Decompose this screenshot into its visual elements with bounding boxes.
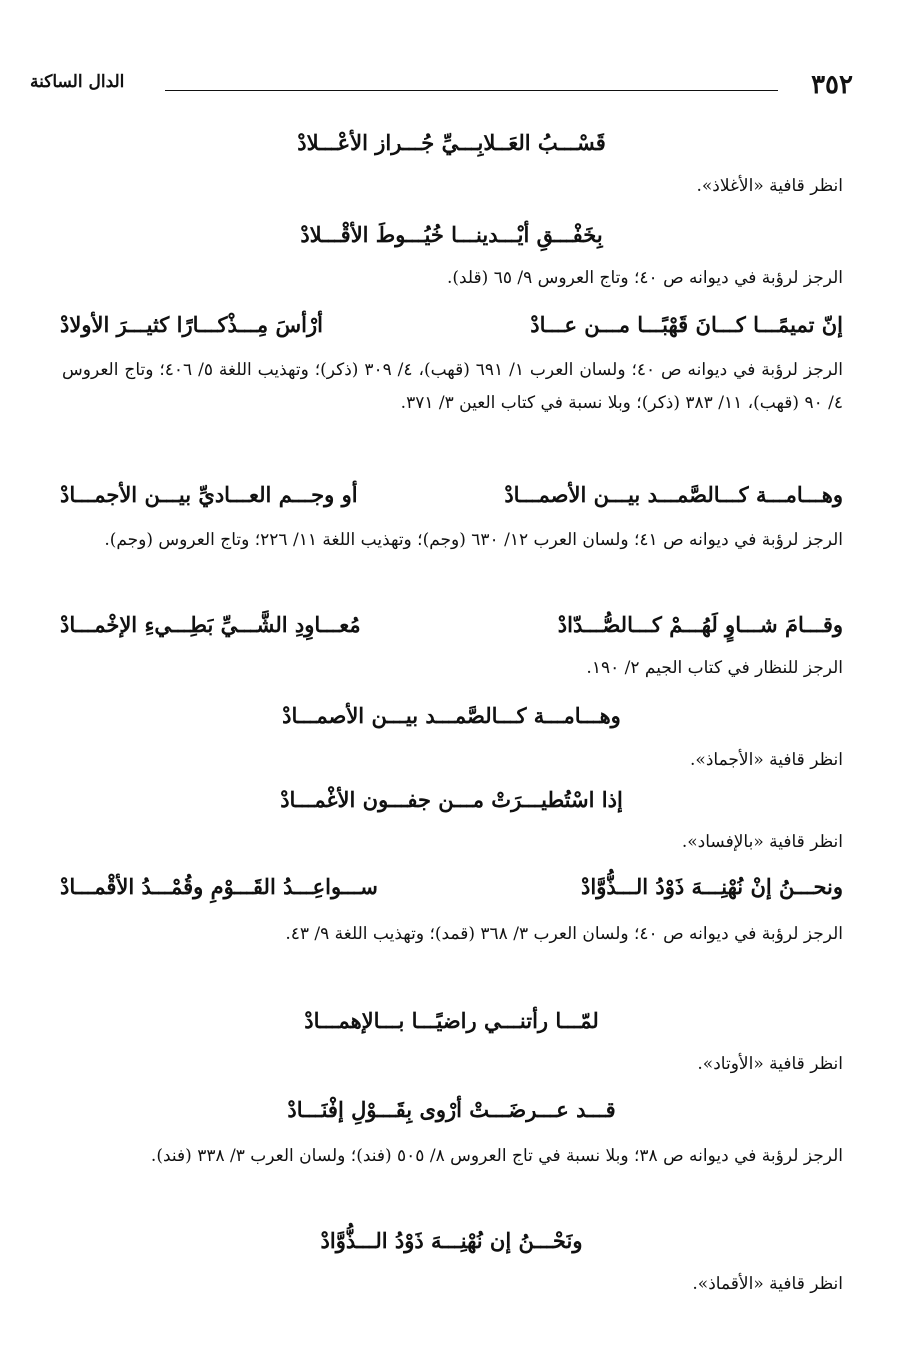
second-hemistich: مُعـــاوِدِ الشَّـــيِّ بَطِـــيءِ الإخْمـــادْ (60, 612, 361, 637)
reference-note: الرجز لرؤبة في ديوانه ص ٤٠؛ وتاج العروس ٩/ ٦٥ (قلد). (446, 268, 843, 288)
first-hemistich: إنّ تميمًـــا كـــانَ قَهْبًـــا مـــن عـــادْ (530, 312, 843, 337)
verse-line: ونَحْـــنُ إن نُهْنِـــهَ ذَوْدُ الـــذُّوَّادْ (320, 1228, 583, 1253)
page-number: ٣٥٢ (811, 70, 853, 100)
verse-line: قَسْـــبُ العَــلابِـــيِّ جُـــراز الأعْـــلادْ (297, 130, 606, 155)
verse-line: بِخَفْـــقِ أيْـــدينـــا خُيُـــوطَ الأقْـــلادْ (300, 222, 603, 247)
reference-note: انظر قافية «الأوتاد». (697, 1054, 843, 1074)
verse-line: لمّـــا رأتنـــي راضيًـــا بـــالإهمـــادْ (304, 1008, 599, 1033)
first-hemistich: وهـــامـــة كـــالصَّمـــد بيـــن الأصمـــادْ (504, 482, 843, 507)
reference-note: انظر قافية «الأجماذ». (690, 750, 843, 770)
section-title: الدال الساكنة (30, 72, 125, 92)
verse-line: وهـــامـــة كـــالصَّمـــد بيـــن الأصمـــادْ (282, 703, 621, 728)
verse-line: إذا اسْتُطيـــرَتْ مـــن جفـــون الأغْمـــادْ (280, 787, 623, 812)
reference-paragraph: الرجز لرؤبة في ديوانه ص ٤٠؛ ولسان العرب ٣/ ٣٦٨ (قمد)؛ وتهذيب اللغة ٩/ ٤٣. (285, 924, 843, 944)
reference-paragraph: الرجز لرؤبة في ديوانه ص ٤١؛ ولسان العرب ١٢/ ٦٣٠ (وجم)؛ وتهذيب اللغة ١١/ ٢٢٦؛ وتاج العروس (وجم). (104, 530, 843, 550)
verse-line: قـــد عـــرضَـــتْ أرْوى بِقَـــوْلِ إفْنَـــادْ (287, 1097, 616, 1122)
second-hemistich: أرْأسَ مِـــذْكـــارًا كثيـــرَ الأولادْ (60, 312, 323, 337)
reference-note: الرجز للنظار في كتاب الجيم ٢/ ١٩٠. (586, 658, 843, 678)
reference-paragraph: الرجز لرؤبة في ديوانه ص ٤٠؛ ولسان العرب ١/ ٦٩١ (قهب)، ٤/ ٣٠٩ (ذكر)؛ وتهذيب اللغة ٥/ ٤٠٦؛ وتاج العروس ٤/ ٩٠ (قهب)، ١١/ ٣٨٣ (ذكر)؛ وبلا نسبة في كتاب العين ٣/ ٣٧١. (62, 360, 843, 413)
reference-note: انظر قافية «الأغلاذ». (696, 176, 843, 196)
reference-note: انظر قافية «بالإفساد». (681, 832, 843, 852)
second-hemistich: ســـواعِـــدُ القَـــوْمِ وقُمْـــدُ الأقْمـــادْ (60, 874, 378, 899)
reference-note: انظر قافية «الأقماذ». (692, 1274, 843, 1294)
reference-paragraph: الرجز لرؤبة في ديوانه ص ٣٨؛ وبلا نسبة في تاج العروس ٨/ ٥٠٥ (فند)؛ ولسان العرب ٣/ ٣٣٨ (فند). (150, 1146, 843, 1166)
second-hemistich: أو وجـــم العـــاديِّ بيـــن الأجمـــادْ (60, 482, 358, 507)
first-hemistich: وقـــامَ شـــاوٍ لَهُـــمْ كـــالصُّـــدّادْ (557, 612, 843, 637)
first-hemistich: ونحـــنُ إنْ نُهْنِـــهَ ذَوْدُ الـــذُّوَّادْ (581, 874, 843, 899)
page-header (30, 70, 853, 100)
header-rule (165, 90, 778, 91)
